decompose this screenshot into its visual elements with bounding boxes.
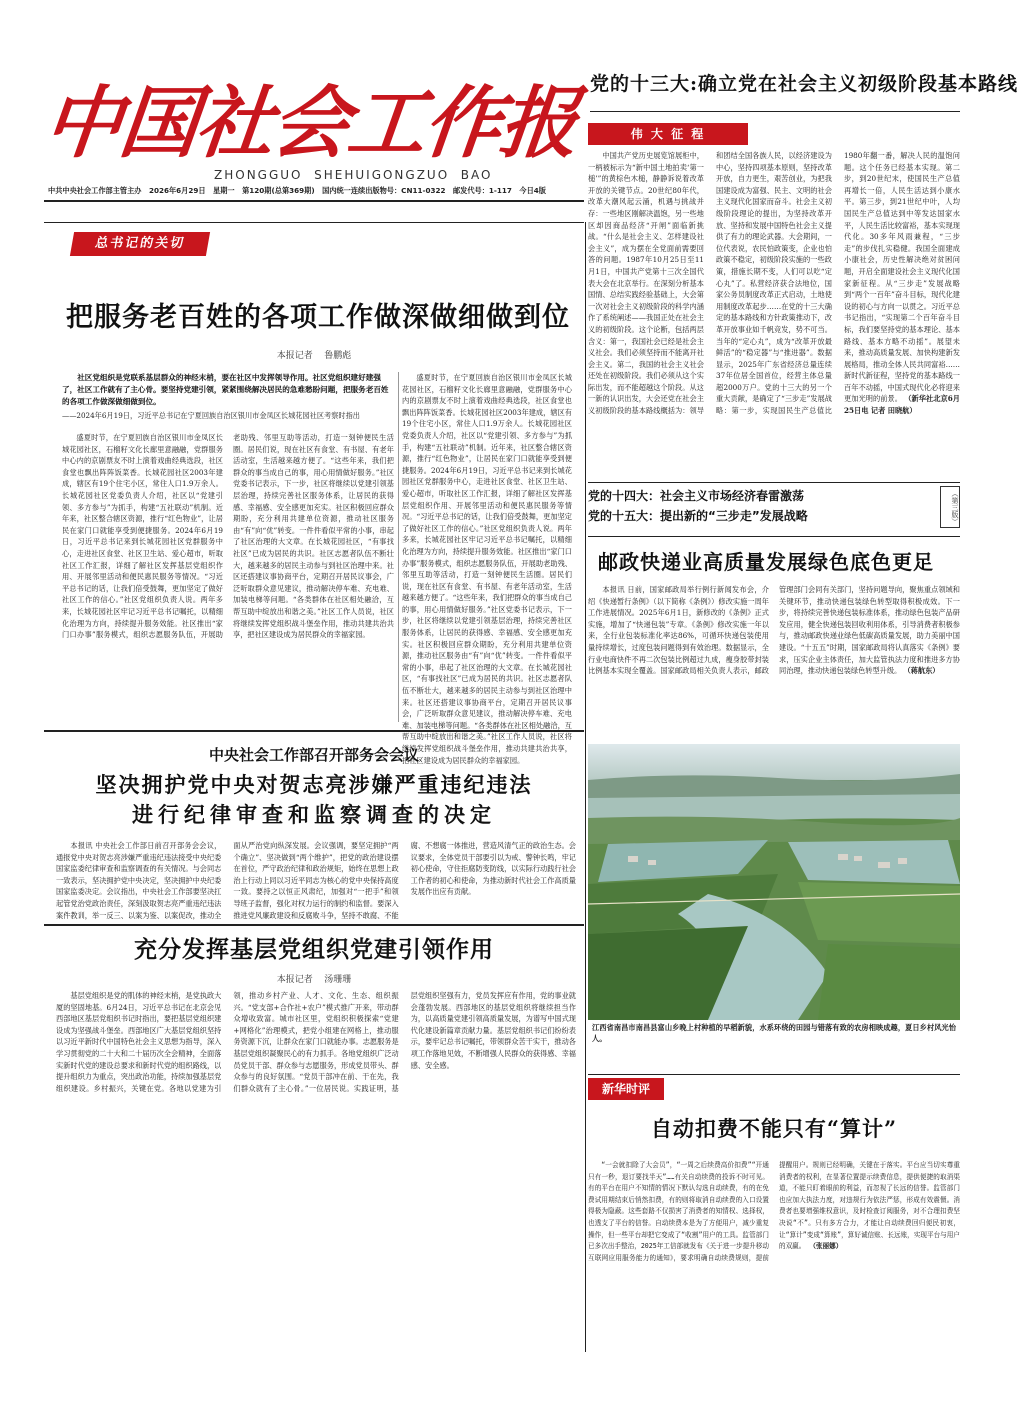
commentary-headline: 自动扣费不能只有“算计” [650, 1116, 898, 1141]
story2-top-rule [44, 730, 584, 732]
story1-lead-source: ——2024年6月19日，习近平总书记在宁夏回族自治区银川市金凤区长城花园社区考察时指出 [62, 411, 360, 420]
story3-headline: 充分发挥基层党组织党建引领作用 [134, 936, 494, 963]
story2-headline-line2: 进行纪律审查和监察调查的决定 [132, 802, 496, 827]
story2-headline-line1: 坚决拥护党中央对贺志亮涉嫌严重违纪违法 [95, 772, 533, 797]
story3-body: 基层党组织是党的肌体的神经末梢，是党执政大厦的坚固地基。6月24日，习近平总书记在北京会见西部地区基层党组织书记时指出，要把基层党组织建设成为坚强战斗堡垒。西部地区广大基层党组织坚持以习近平新时代中国特色社会主义思想为指导，深入学习贯彻党的二十大和二十届历次全会精神，全面落实新时代党的建设总要求和新时代党的组织路线，以提升组织力为重点，突出政治功能，持续加强基层党组织建设。乡村振兴，关键在党。各地以党建为引领，推动乡村产业、人才、文化、生态、组织振兴。“党支部+合作社+农户”模式推广开来，带动群众增收致富。城市社区里，党组织积极探索“党建+网格化”治理模式，把党小组建在网格上，推动服务资源下沉，让群众在家门口就能办事。志愿服务是基层党组织凝聚民心的有力抓手。各地党组织广泛动员党员干部、群众参与志愿服务，形成党员带头、群众参与的良好氛围。“党员干部冲在前、干在先，我们群众就有了主心骨。”一位居民说。实践证明，基层党组织坚强有力，党员发挥应有作用，党的事业就会蓬勃发展。西部地区的基层党组织将继续担当作为，以高质量党建引领高质量发展，为谱写中国式现代化建设新篇章贡献力量。基层党组织书记们纷纷表示，要牢记总书记嘱托，带领群众苦干实干，推动各项工作落地见效，不断增强人民群众的获得感、幸福感、安全感。 [56, 991, 576, 1093]
story1-body-left: 盛夏时节，在宁夏回族自治区银川市金凤区长城花园社区，石榴籽文化长廊里意融融，党群服务中心内的京剧票友不时上演着戏曲经典选段，社区食堂也飘出阵阵饭菜香。长城花园社区2003年建成，辖区有19个住宅小区，常住人口1.9万余人。长城花园社区党委负责人介绍，社区以“党建引领、多方参与”为抓手，构建“五社联动”机制。近年来，社区整合辖区资源，推行“红色物业”，让居民在家门口就能享受到便捷服务。2024年6月19日，习近平总书记来到长城花园社区党群服务中心，走进社区食堂、社区卫生站、爱心超市，听取社区工作汇报，详细了解社区发挥基层党组织作用、开展邻里活动和便民惠民服务等情况。“习近平总书记的话，让我们倍受鼓舞，更加坚定了做好社区工作的信心。”社区党组织负责人说。两年多来，长城花园社区牢记习近平总书记嘱托，以精细化治理为方向，持续提升服务效能。社区推出“家门口办事”服务模式，组织志愿服务队伍，开展助老助残、邻里互助等活动，打造一刻钟便民生活圈。居民们说，现在社区有食堂、有书屋、有老年活动室，生活越来越方便了。“这些年来，我们把群众的事当成自己的事，用心用情做好服务。”社区党委书记表示，下一步，社区将继续以党建引领基层治理，持续完善社区服务体系，让居民的获得感、幸福感、安全感更加充实。社区积极回应群众期盼，充分利用共建单位资源，推动社区服务由“有”向“优”转变。一件件看似平常的小事，串起了社区治理的大文章。在长城花园社区，“有事找社区”已成为居民的共识。社区志愿者队伍不断壮大，越来越多的居民主动参与到社区治理中来。社区还搭建议事协商平台，定期召开居民议事会，广泛听取群众意见建议，推动解决停车难、充电难、加装电梯等问题。“各类群体在社区相处融洽，互帮互助中绽放出和谐之美。”社区工作人员说，社区将继续发挥党组织战斗堡垒作用，推动共建共治共享，把社区建设成为居民群众的幸福家园。 [62, 433, 394, 640]
series-item-15th: 党的十五大：提出新的“三步走”发展战略 [588, 509, 808, 523]
story2-kicker: 中央社会工作部召开部务会会议 [208, 746, 419, 764]
story1-lead: 社区党组织是党联系基层群众的神经末梢，要在社区中发挥领导作用。社区党组织建好建强了，社区工作就有了主心骨。要坚持党建引领，紧紧围绕解决居民的急难愁盼问题，把服务老百姓的各项工作做深做细做到位。 [62, 373, 389, 406]
section-tag-great-journey: 伟 大 征 程 [588, 123, 748, 145]
series-top-rule [588, 482, 960, 483]
masthead-info: 中共中央社会工作部主管主办 2026年6月29日 星期一 第120期(总第369期) 国内统一连续出版物号：CN11-0322 邮发代号：1-117 今日4版 [48, 186, 546, 195]
story3-top-rule [44, 924, 584, 926]
top-story-headline: 党的十三大:确立党在社会主义初级阶段基本路线 [590, 73, 1018, 95]
story1-body-right: 盛夏时节，在宁夏回族自治区银川市金凤区长城花园社区，石榴籽文化长廊里意融融，党群服务中心内的京剧票友不时上演着戏曲经典选段，社区食堂也飘出阵阵饭菜香。长城花园社区2003年建成，辖区有19个住宅小区，常住人口1.9万余人。长城花园社区党委负责人介绍，社区以“党建引领、多方参与”为抓手，构建“五社联动”机制。近年来，社区整合辖区资源，推行“红色物业”，让居民在家门口就能享受到便捷服务。2024年6月19日，习近平总书记来到长城花园社区党群服务中心，走进社区食堂、社区卫生站、爱心超市，听取社区工作汇报，详细了解社区发挥基层党组织作用、开展邻里活动和便民惠民服务等情况。“习近平总书记的话，让我们倍受鼓舞，更加坚定了做好社区工作的信心。”社区党组织负责人说。两年多来，长城花园社区牢记习近平总书记嘱托，以精细化治理为方向，持续提升服务效能。社区推出“家门口办事”服务模式，组织志愿服务队伍，开展助老助残、邻里互助等活动，打造一刻钟便民生活圈。居民们说，现在社区有食堂、有书屋、有老年活动室，生活越来越方便了。“这些年来，我们把群众的事当成自己的事，用心用情做好服务。”社区党委书记表示，下一步，社区将继续以党建引领基层治理，持续完善社区服务体系，让居民的获得感、幸福感、安全感更加充实。社区积极回应群众期盼，充分利用共建单位资源，推动社区服务由“有”向“优”转变。一件件看似平常的小事，串起了社区治理的大文章。在长城花园社区，“有事找社区”已成为居民的共识。社区志愿者队伍不断壮大，越来越多的居民主动参与到社区治理中来。社区还搭建议事协商平台，定期召开居民议事会，广泛听取群众意见建议，推动解决停车难、充电难、加装电梯等问题。“各类群体在社区相处融洽，互帮互助中绽放出和谐之美。”社区工作人员说，社区将继续发挥党组织战斗堡垒作用，推动共建共治共享，把社区建设成为居民群众的幸福家园。 [402, 373, 572, 765]
story2-body: 本报讯 中央社会工作部日前召开部务会会议，通报党中央对贺志亮涉嫌严重违纪违法接受中央纪委国家监委纪律审查和监察调查的有关情况。与会同志一致表示，坚决拥护党中央决定，坚决拥护中央纪委国家监委决定。会议指出，中央社会工作部要坚决扛起管党治党政治责任，深刻汲取贺志亮严重违纪违法案件教训，举一反三、以案为鉴、以案促改，推动全面从严治党向纵深发展。会议强调，要坚定拥护“两个确立”、坚决做到“两个维护”，把党的政治建设摆在首位，严守政治纪律和政治规矩，始终在思想上政治上行动上同以习近平同志为核心的党中央保持高度一致。要持之以恒正风肃纪，加强对“一把手”和领导班子监督，强化对权力运行的制约和监督。要深入推进党风廉政建设和反腐败斗争，坚持不敢腐、不能腐、不想腐一体推进，营造风清气正的政治生态。会议要求，全体党员干部要引以为戒、警钟长鸣，牢记初心使命，守住拒腐防变防线，以实际行动践行社会工作者的初心和使命，为推动新时代社会工作高质量发展作出应有贡献。 [56, 841, 576, 920]
story1-col-divider [398, 372, 399, 722]
section-tag-general-secretary: 总书记的关切 [70, 232, 210, 256]
postal-story-body: 本报讯 日前，国家邮政局举行例行新闻发布会，介绍《快递暂行条例》（以下简称《条例》）修改实施一周年工作进展情况。2025年6月1日，新修改的《条例》正式实施，增加了“快递包装”专章。《条例》修改实施一年以来，全行业包装标准化率达86%，可循环快递包装使用量持续增长，过度包装问题得到有效治理。数据显示，全行业电商快件不再二次包装比例超过九成，瘦身胶带封装比例基本实现全覆盖。国家邮政局相关负责人表示，邮政管理部门会同有关部门，坚持问题导向，聚焦重点领域和关键环节，推动快递包装绿色转型取得积极成效。下一步，将持续完善快递包装标准体系，推动绿色包装产品研发应用，健全快递包装回收利用体系，引导消费者积极参与，推动邮政快递业绿色低碳高质量发展，助力美丽中国建设。“十五五”时期，国家邮政局将认真落实《条例》要求，压实企业主体责任，加大监管执法力度和推进多方协同治理，推动快递包装绿色转型升级。 （蒋航东） [588, 585, 960, 676]
landscape-photo [588, 744, 960, 1020]
commentary-body: “一会就扣除了大会员”，“一周之后续费高价扣费”“开通只有一秒，退订要找半天”……有关自动续费的投诉不时可见。有的平台在用户不知情的情况下默认勾选自动续费，有的在免费试用期结束后悄然扣费，有的则将取消自动续费的入口设置得极为隐蔽。这些套路不仅损害了消费者的知情权、选择权，也透支了平台的信誉。自动续费本是为了方便用户，减少重复操作，但一些平台却把它变成了“收割”用户的工具。监管部门已多次出手整治，2025年工信部就发布《关于进一步提升移动互联网应用服务能力的通知》，要求明确自动续费规则，提前提醒用户。规则已经明确，关键在于落实。平台应当切实尊重消费者的权利，在显著位置提示续费信息，提供便捷的取消渠道，不能只盯着眼前的利益，而忽视了长远的信誉。监管部门也应加大执法力度，对违规行为依法严惩，形成有效震慑。消费者也要增强维权意识，及时检查订阅服务，对不合理扣费坚决说“不”。只有多方合力，才能让自动续费回归便民初衷，让“算计”变成“算账”，算好诚信账、长远账，实现平台与用户的双赢。 （张丽娜） [588, 1161, 960, 1262]
masthead-title: 中国社会工作报 [39, 78, 581, 169]
story3-byline: 本报记者 汤珊珊 [276, 975, 352, 985]
top-story-body: 中国共产党历史展览馆展柜中，一柄被标示为“新中国土地拍卖‘第一槌’”的黄棕色木槌，静静诉说着改革开放的关键节点。20世纪80年代，改革大潮风起云涌，机遇与挑战并存：一些地区刚解决温饱，另一些地区却因商品经济“开闸”面临新挑战。“什么是社会主义、怎样建设社会主义”，成为摆在全党面前需要回答的问题。1987年10月25日至11月1日，中国共产党第十三次全国代表大会在北京举行。在深刻分析基本国情、总结实践经验基础上，大会第一次对社会主义初级阶段的科学内涵作了系统阐述——我国正处在社会主义的初级阶段。这个论断，包括两层含义：第一，我国社会已经是社会主义社会。我们必须坚持而不能离开社会主义。第二，我国的社会主义社会还处在初级阶段。我们必须从这个实际出发，而不能超越这个阶段。从这一新的认识出发，大会还党在社会主义初级阶段的基本路线概括为：领导和团结全国各族人民，以经济建设为中心，坚持四项基本原则，坚持改革开放，自力更生，艰苦创业，为把我国建设成为富强、民主、文明的社会主义现代化国家而奋斗。社会主义初级阶段理论的提出，为坚持改革开放、坚持和发展中国特色社会主义提供了有力的理论武器。大会期间，一位代表说，农民怕政策变，企业也怕政策不稳定，初级阶段实施的一些政策，措施长期不变，人们可以吃“定心丸”了。私营经济获合法地位，国家公务员制度改革正式启动，土地使用制度改革起步……在党的十三大确定的基本路线和方针政策推动下，改革开放事业如千帆竞发，势不可当。当年的“定心丸”，成为“改革开放最鲜活”的“稳定器”与“推进器”。数据显示，2025年广东省经济总量连续37年位居全国首位，经营主体总量超2000万户。党的十三大的另一个重大贡献，是确定了“三步走”发展战略：第一步，实现国民生产总值比1980年翻一番，解决人民的温饱问题。这个任务已经基本实现。第二步，到20世纪末，使国民生产总值再增长一倍，人民生活达到小康水平。第三步，到21世纪中叶，人均国民生产总值达到中等发达国家水平，人民生活比较富裕，基本实现现代化。30多年风雨兼程，“三步走”的步伐扎实稳健。我国全面建成小康社会，历史性解决绝对贫困问题，开启全面建设社会主义现代化国家新征程。从“三步走”发展战略到“两个一百年”奋斗目标，现代化建设的初心与方向一以贯之。习近平总书记指出，“实现第二个百年奋斗目标，我们要坚持党的基本理论、基本路线、基本方略不动摇”。展望未来，推动高质量发展、加快构建新发展格局，推动全体人民共同富裕……新时代新征程，坚持党的基本路线一百年不动摇，中国式现代化必将迎来更加光明的前景。 （新华社北京6月25日电 记者 田晓航） [588, 151, 960, 416]
postal-story-headline: 邮政快递业高质量发展绿色底色更足 [598, 550, 934, 574]
photo-caption: 江西省南昌市南昌县富山乡晚上村种植的早稻新貌，水系环绕的田园与错落有致的农房相映成趣，夏日乡村风光怡人。 [592, 1023, 956, 1043]
section-tag-xinhua-comment: 新华时评 [588, 1078, 664, 1100]
commentary-top-rule [588, 1074, 960, 1075]
series-box [588, 486, 960, 530]
story1-headline: 把服务老百姓的各项工作做深做细做到位 [66, 302, 570, 333]
masthead-rule [44, 200, 584, 202]
rice-field-aerial-image [588, 744, 960, 1020]
series-bottom-rule [588, 536, 960, 537]
page-column-divider [585, 222, 586, 1352]
series-badge: （第三版） [940, 486, 960, 528]
masthead-logo [39, 76, 584, 172]
story1-byline: 本报记者 鲁鹏彪 [276, 351, 352, 361]
series-item-14th: 党的十四大：社会主义市场经济春雷激荡 [588, 489, 805, 503]
top-story-rule [590, 111, 960, 112]
story1-top-rule [44, 222, 584, 223]
masthead-pinyin: ZHONGGUO SHEHUIGONGZUO BAO [214, 168, 493, 182]
